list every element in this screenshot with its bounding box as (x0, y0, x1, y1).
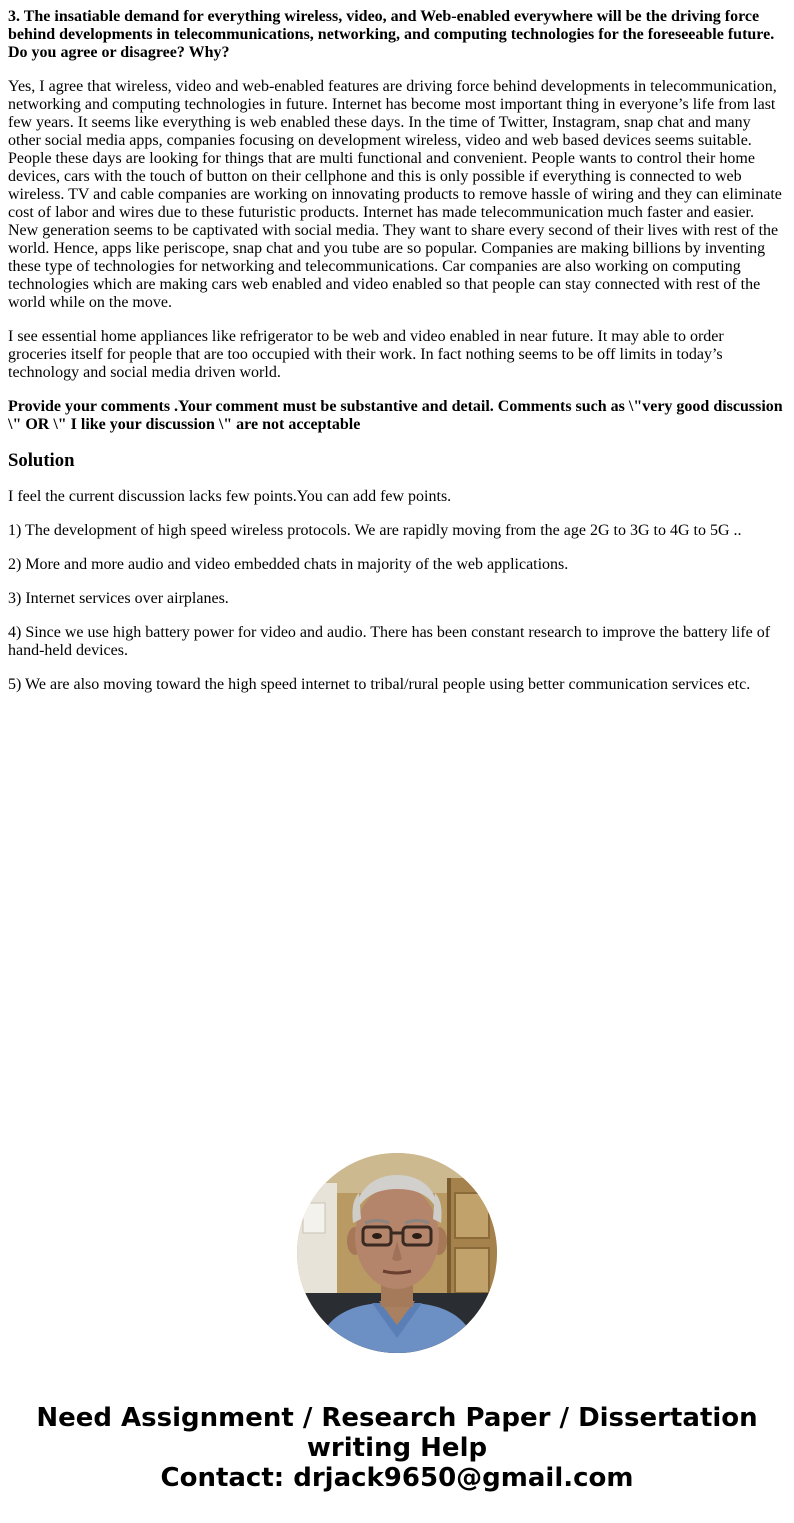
solution-point-3: 3) Internet services over airplanes. (8, 590, 229, 607)
solution-point-5: 5) We are also moving toward the high speed internet to tribal/rural people using better communication services etc. (8, 676, 751, 693)
solution-point-2: 2) More and more audio and video embedded chats in majority of the web applications. (8, 556, 569, 573)
contact-promo (0, 1403, 794, 1493)
answer-paragraph-2: I see essential home appliances like refrigerator to be web and video enabled in near future. It may able to order groceries itself for people that are too occupied with their work. In fact nothing seems to be off limits in today’s technology and social media driven world. (8, 328, 724, 381)
document-content (8, 8, 786, 710)
question-title: 3. The insatiable demand for everything wireless, video, and Web-enabled everywhere will be the driving force behind developments in telecommunications, networking, and computing technologies for the foreseeable future. Do you agree or disagree? Why? (8, 8, 775, 61)
solution-point-4: 4) Since we use high battery power for video and audio. There has been constant research to improve the battery life of hand-held devices. (8, 624, 771, 659)
solution-intro: I feel the current discussion lacks few points.You can add few points. (8, 488, 452, 505)
promo-contact-email: Contact: drjack9650@gmail.com (160, 1463, 634, 1493)
solution-heading: Solution (8, 450, 75, 471)
author-avatar (297, 1153, 497, 1353)
promo-line-1: Need Assignment / Research Paper / Dissertation (36, 1403, 758, 1433)
solution-point-1: 1) The development of high speed wireless protocols. We are rapidly moving from the age 2G to 3G to 4G to 5G .. (8, 522, 742, 539)
answer-paragraph-1: Yes, I agree that wireless, video and web-enabled features are driving force behind developments in telecommunication, networking and computing technologies in future. Internet has become most important thing in everyone’s life from last few years. It seems like everything is web enabled these days. In the time of Twitter, Instagram, snap chat and many other social media apps, companies focusing on development wireless, video and web based devices seems suitable. People these days are looking for things that are multi functional and convenient. People wants to control their home devices, cars with the touch of button on their cellphone and this is only possible if everything is connected to web wireless. TV and cable companies are working on innovating products to remove hassle of wiring and they can eliminate cost of labor and wires due to these futuristic products. Internet has made telecommunication much faster and easier. New generation seems to be captivated with social media. They want to share every second of their lives with rest of the world. Hence, apps like periscope, snap chat and you tube are so popular. Companies are making billions by inventing these type of technologies for networking and telecommunications. Car companies are also working on computing technologies which are making cars web enabled and video enabled so that people can stay connected with rest of the world while on the move. (8, 78, 782, 311)
promo-line-2: writing Help (306, 1433, 488, 1463)
comment-instruction: Provide your comments .Your comment must be substantive and detail. Comments such as \"very good discussion \" OR \" I like your discussion \" are not acceptable (8, 398, 783, 433)
